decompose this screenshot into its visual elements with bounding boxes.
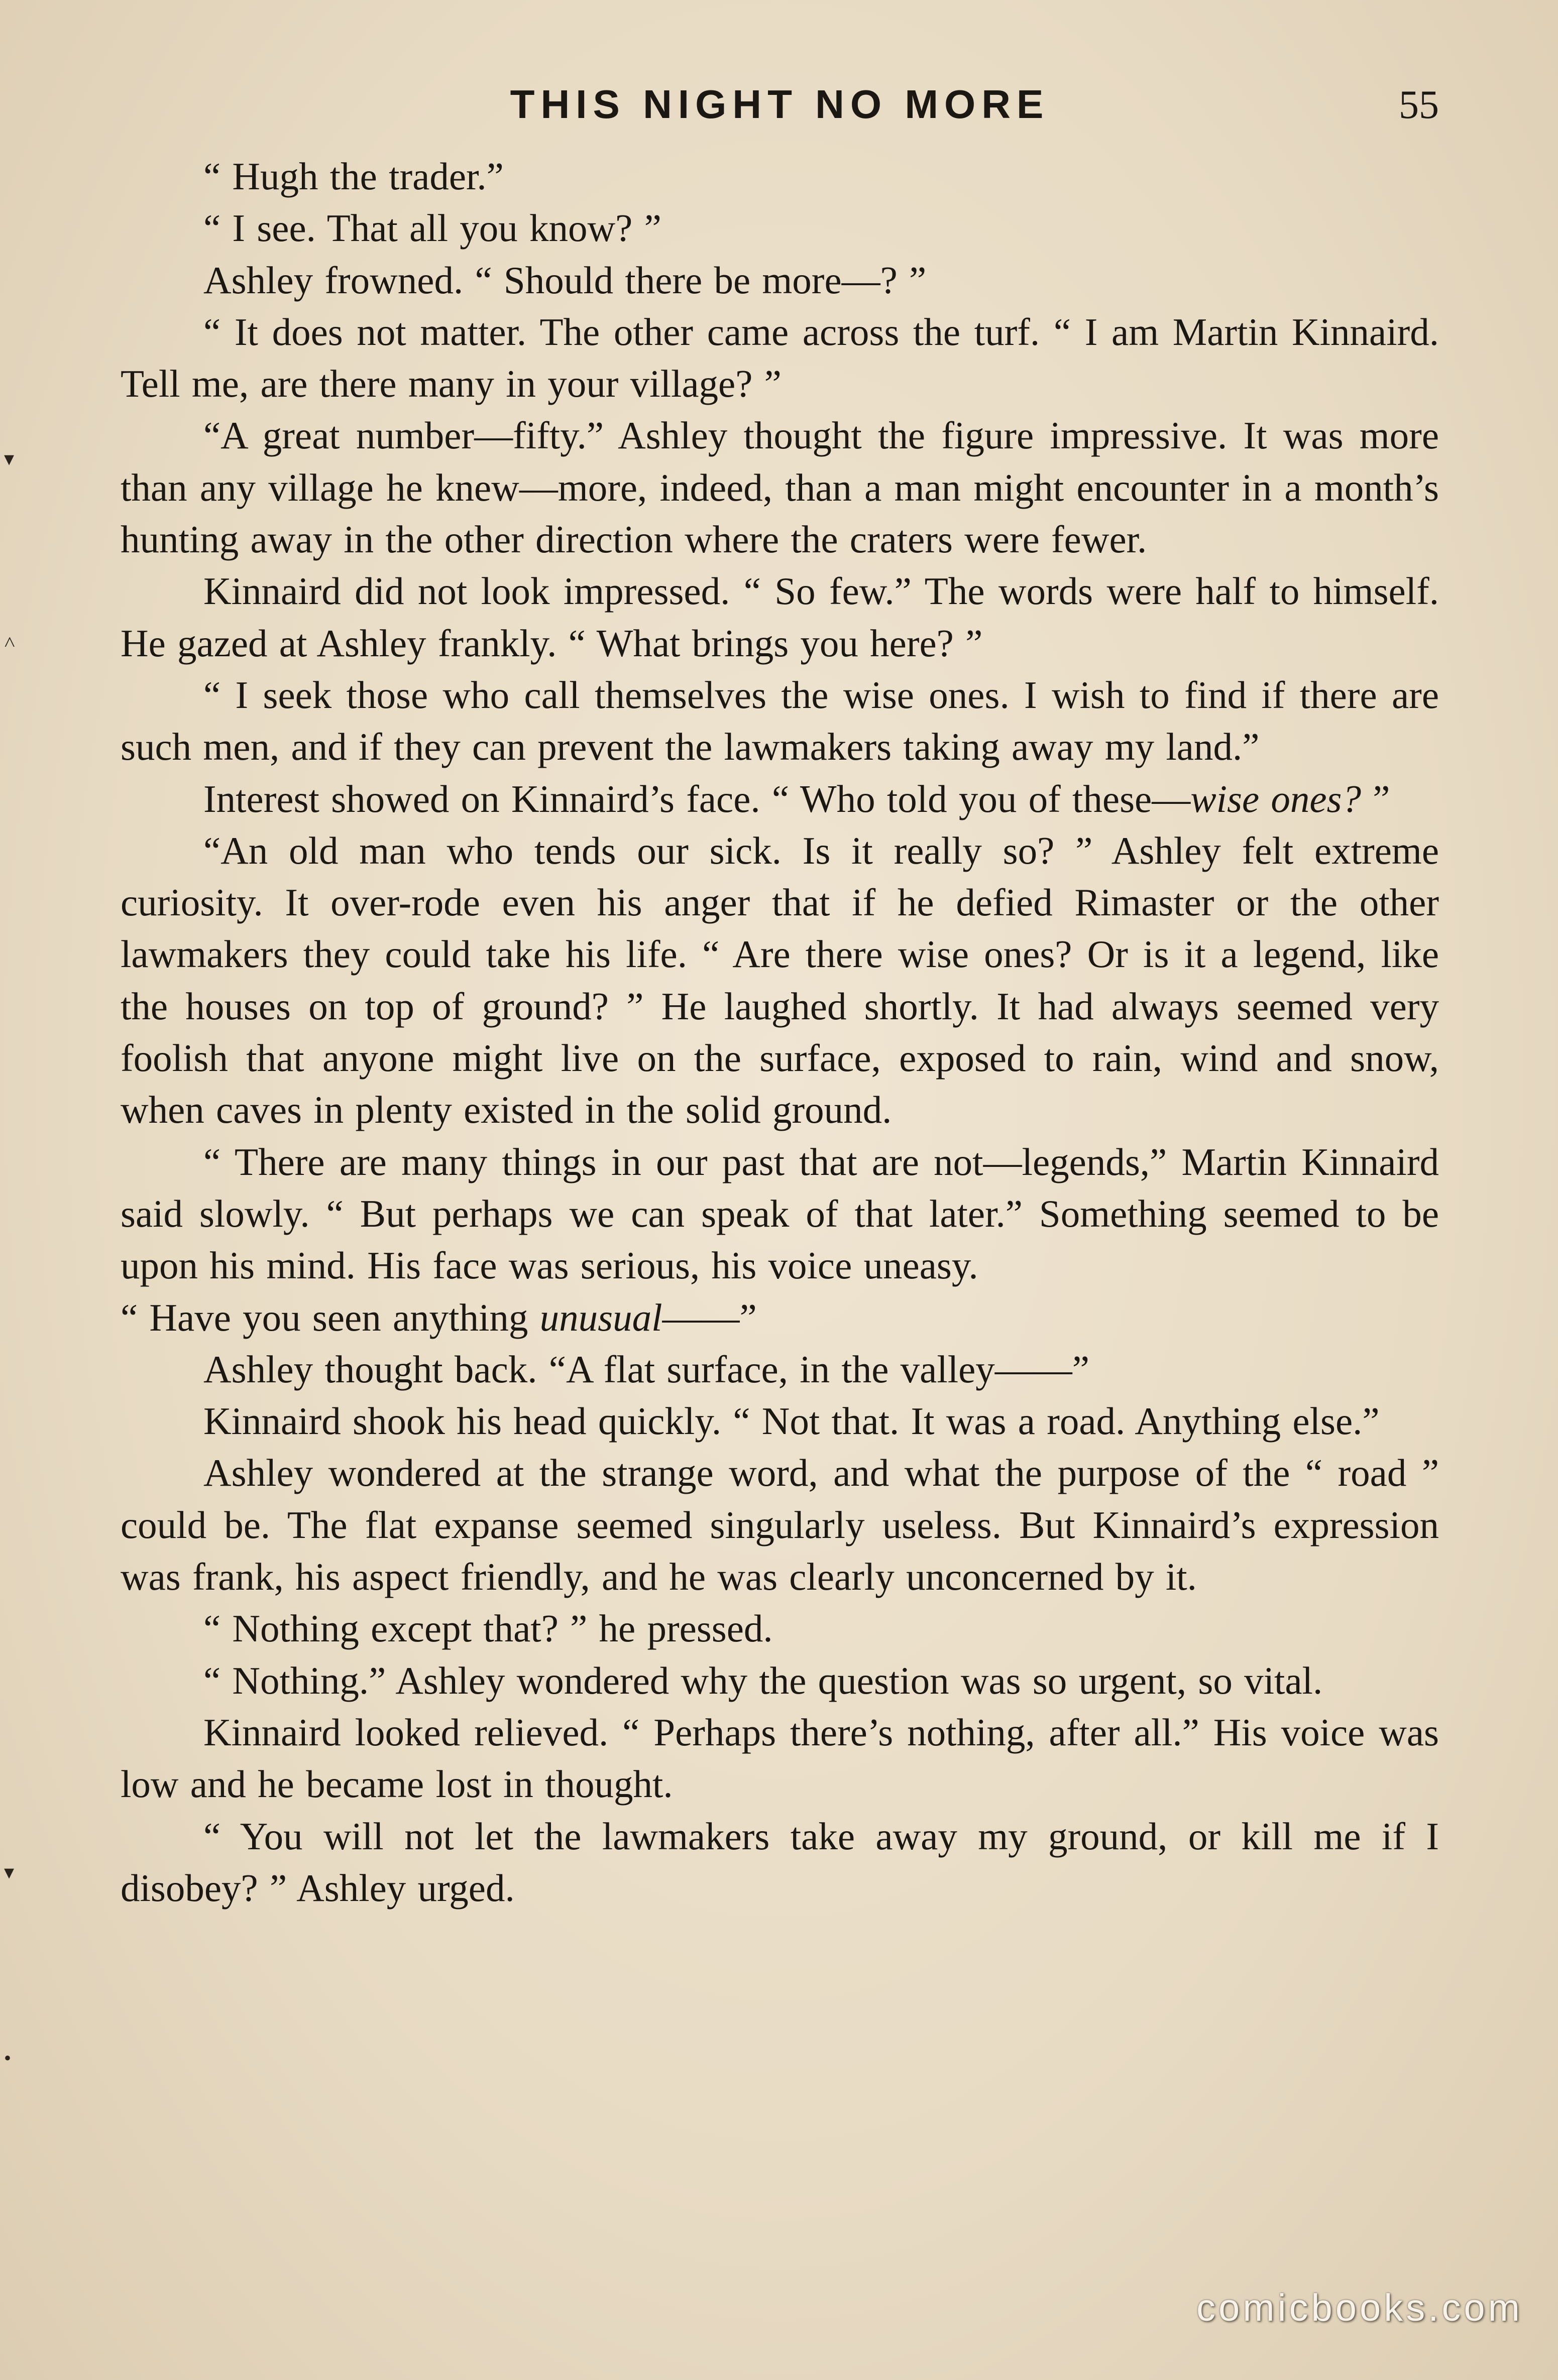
page-number: 55 [1399, 83, 1439, 127]
paragraph: Kinnaird did not look impressed. “ So few.” The words were half to himself. He gazed at Ashley frankly. “ What brings you here? ” [121, 569, 1439, 665]
paragraph: Ashley thought back. “A flat surface, in the valley——” [203, 1347, 1089, 1391]
paragraph: “ Hugh the trader.” [203, 155, 504, 198]
paragraph: “ There are many things in our past that are not—legends,” Martin Kinnaird said slowly. “ But perhaps we can speak of that later.” Something seemed to be upon his mind. His face was serious, his voice uneasy. [121, 1140, 1439, 1287]
margin-mark: ▾ [4, 1861, 15, 1883]
margin-mark: ˄ [4, 631, 16, 653]
paragraph [121, 773, 1439, 825]
paragraph [121, 1292, 1439, 1344]
paragraph: “ I seek those who call themselves the wise ones. I wish to find if there are such men, and if they can prevent the lawmakers taking away my land.” [121, 673, 1439, 769]
body-text [121, 151, 1439, 1914]
paragraph-text: Interest showed on Kinnaird’s face. “ Who told you of these— [203, 777, 1191, 820]
paragraph: Ashley wondered at the strange word, and what the purpose of the “ road ” could be. The flat expanse seemed singularly useless. But Kinnaird’s expression was frank, his aspect friendly, and he was clearly unconcerned by it. [121, 1451, 1439, 1599]
paragraph: “ It does not matter. The other came across the turf. “ I am Martin Kinnaird. Tell me, are there many in your village? ” [121, 310, 1439, 406]
emphasis-text: wise ones? [1190, 777, 1362, 820]
paragraph: “An old man who tends our sick. Is it really so? ” Ashley felt extreme curiosity. It over-rode even his anger that if he defied Rimaster or the other lawmakers they could take his life. “ Are there wise ones? Or is it a legend, like the houses on top of ground? ” He laughed shortly. It had always seemed very foolish that anyone might live on the surface, exposed to rain, wind and snow, when caves in plenty existed in the solid ground. [121, 828, 1439, 1132]
paragraph: Ashley frowned. “ Should there be more—? ” [203, 258, 927, 302]
paragraph: “A great number—fifty.” Ashley thought the figure impressive. It was more than any village he knew—more, indeed, than a man might encounter in a month’s hunting away in the other direction where the craters were fewer. [121, 414, 1439, 561]
paragraph: “ I see. That all you know? ” [203, 206, 661, 250]
paragraph-text: “ Have you seen anything [121, 1295, 540, 1339]
paragraph: Kinnaird shook his head quickly. “ Not that. It was a road. Anything else.” [203, 1399, 1380, 1443]
paragraph: “ Nothing.” Ashley wondered why the question was so urgent, so vital. [203, 1658, 1323, 1702]
paragraph: Kinnaird looked relieved. “ Perhaps there’s nothing, after all.” His voice was low and he became lost in thought. [121, 1710, 1439, 1806]
watermark: comicbooks.com [1196, 2287, 1523, 2329]
margin-mark: ▾ [4, 447, 15, 470]
page-header [121, 75, 1439, 151]
emphasis-text: unusual [539, 1295, 662, 1339]
margin-mark: • [4, 2047, 12, 2069]
running-title: THIS NIGHT NO MORE [510, 82, 1050, 127]
book-page [121, 75, 1439, 1914]
paragraph: “ You will not let the lawmakers take away my ground, or kill me if I disobey? ” Ashley urged. [121, 1814, 1439, 1910]
paragraph-text: ——” [662, 1295, 757, 1339]
paragraph: “ Nothing except that? ” he pressed. [203, 1607, 773, 1650]
paragraph-text: ” [1361, 777, 1390, 820]
